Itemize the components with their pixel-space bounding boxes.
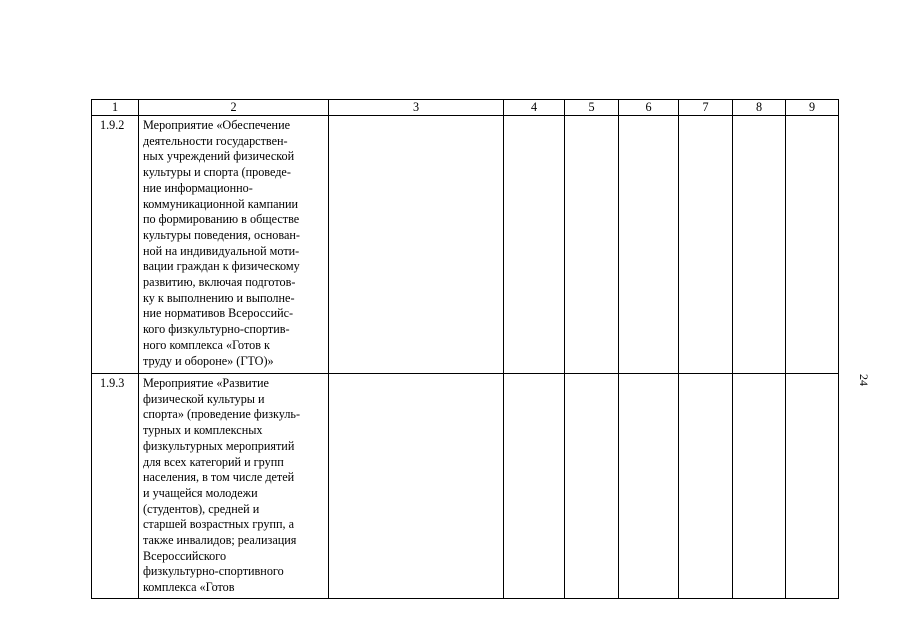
table-row	[92, 374, 839, 599]
row-number: 1.9.2	[92, 116, 139, 374]
column-header: 8	[733, 100, 786, 116]
empty-cell	[619, 116, 679, 374]
empty-cell	[504, 374, 565, 599]
empty-cell	[786, 116, 839, 374]
column-header: 3	[329, 100, 504, 116]
empty-cell	[786, 374, 839, 599]
empty-cell	[619, 374, 679, 599]
column-header: 6	[619, 100, 679, 116]
column-header: 9	[786, 100, 839, 116]
column-header: 2	[139, 100, 329, 116]
empty-cell	[329, 116, 504, 374]
page-number: 24	[857, 374, 871, 386]
program-table	[91, 99, 839, 599]
empty-cell	[565, 374, 619, 599]
empty-cell	[565, 116, 619, 374]
row-number: 1.9.3	[92, 374, 139, 599]
empty-cell	[504, 116, 565, 374]
empty-cell	[679, 374, 733, 599]
empty-cell	[329, 374, 504, 599]
column-header: 7	[679, 100, 733, 116]
empty-cell	[733, 116, 786, 374]
empty-cell	[679, 116, 733, 374]
row-description: Мероприятие «Развитие физической культуры и спорта» (проведение физкуль- турных и комплексных физкультурных мероприятий для всех категорий и групп населения, в том числе детей и учащейся молодежи (студентов), средней и старшей возрастных групп, а также инвалидов; реализация Всероссийского физкультурно-спортивного комплекса «Готов	[139, 374, 329, 599]
table-header-row	[92, 100, 839, 116]
column-header: 1	[92, 100, 139, 116]
column-header: 5	[565, 100, 619, 116]
empty-cell	[733, 374, 786, 599]
table-row	[92, 116, 839, 374]
column-header: 4	[504, 100, 565, 116]
row-description: Мероприятие «Обеспечение деятельности государствен- ных учреждений физической культуры и спорта (проведе- ние информационно- коммуникационной кампании по формированию в обществе культуры поведения, основан- ной на индивидуальной моти- вации граждан к физическому развитию, включая подготов- ку к выполнению и выполне- ние нормативов Всероссийс- кого физкультурно-спортив- ного комплекса «Готов к труду и обороне» (ГТО)»	[139, 116, 329, 374]
